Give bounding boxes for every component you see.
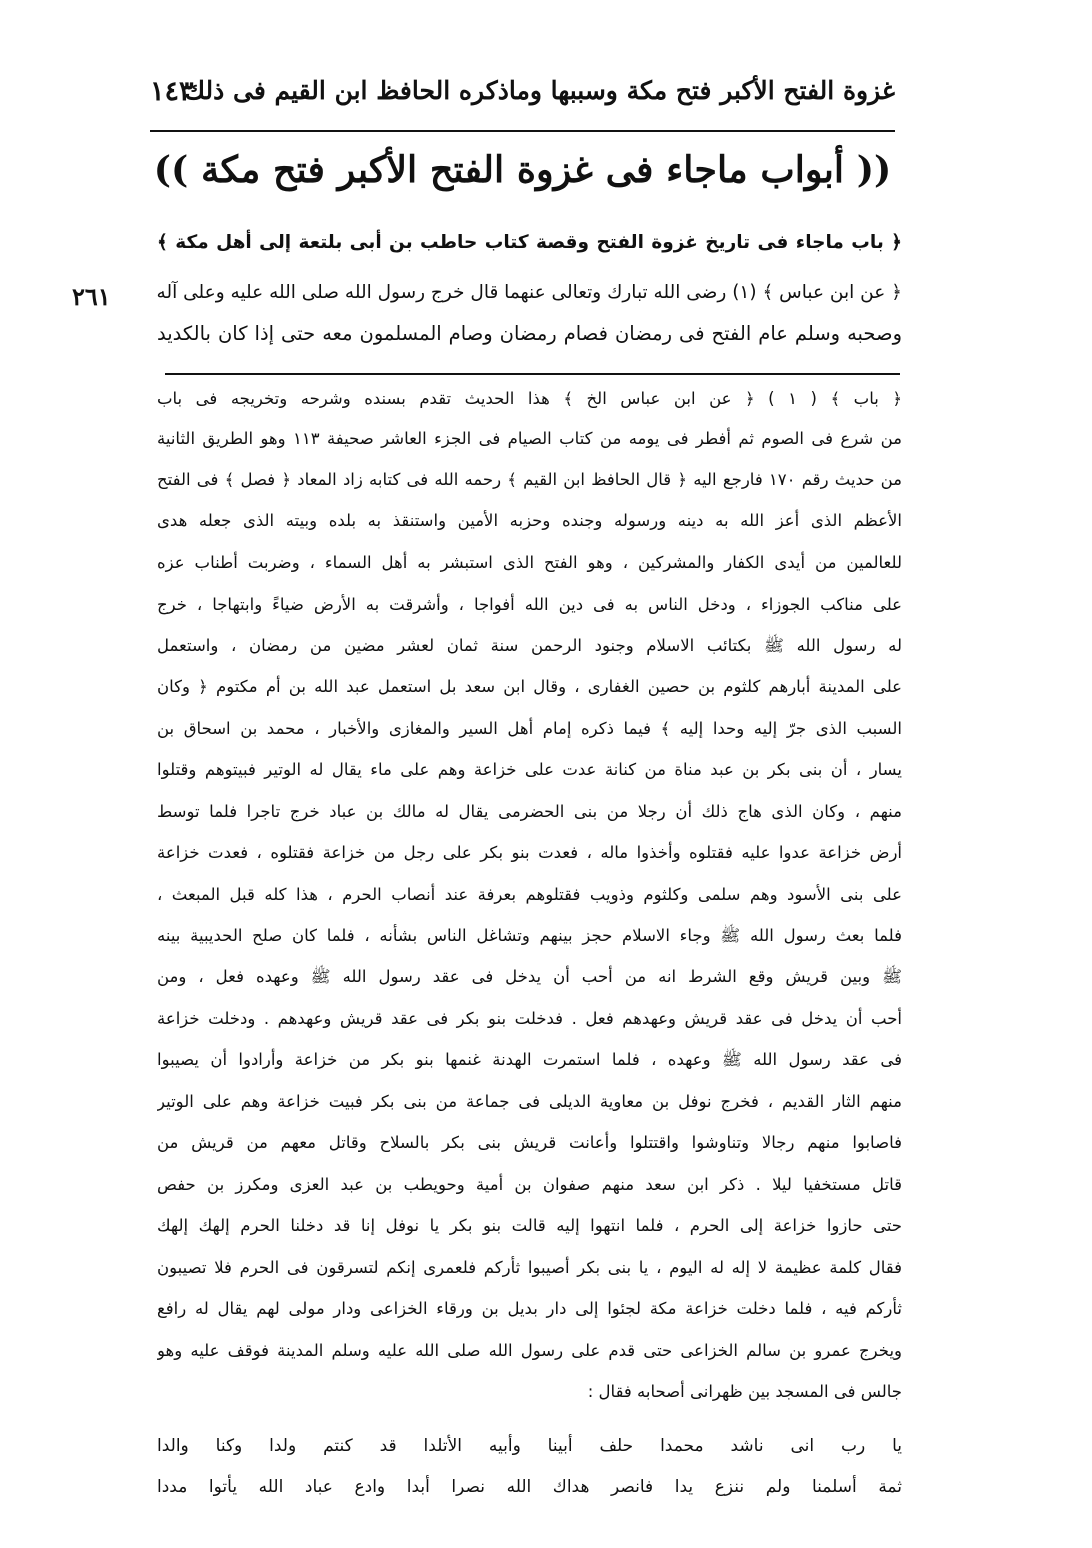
footnote-line: على مناكب الجوزاء ، ودخل الناس به فى دين الله أفواجا ، وأشرقت به الأرض ضياءً وابتهاجا ، خرج (157, 595, 902, 614)
footnote-line: من حديث رقم ١٧٠ فارجع اليه ﴿ قال الحافظ ابن القيم ﴾ رحمه الله فى كتابه زاد المعاد ﴿ فصل ﴾ فى الفتح (157, 470, 902, 489)
main-text-line: ﴿ عن ابن عباس ﴾ (١) رضى الله تبارك وتعالى عنهما قال خرج رسول الله صلى الله عليه وعلى آله (157, 282, 902, 303)
footnote-line: على بنى الأسود وهم سلمى وكلثوم وذويب فقتلوهم بعرفة عند أنصاب الحرم ، هذا كله قبل المبعث ، (157, 885, 902, 904)
footnote-line: ﴿ باب ﴾ ( ١ ) ﴿ عن ابن عباس الخ ﴾ هذا الحديث تقدم بسنده وشرحه وتخريجه فى باب (157, 389, 902, 408)
footnote-line: أرض خزاعة عدوا عليه فقتلوه وأخذوا ماله ، فعدت بنو بكر على رجل من خزاعة فقتلوه ، فعدت خزاعة (157, 843, 902, 862)
footnote-line: فلما بعث رسول الله ﷺ وجاء الاسلام حجز بينهم وتشاغل الناس بشأنه ، فلما كان صلح الحديبية بينه (157, 926, 902, 945)
bab-heading: ﴿ باب ماجاء فى تاريخ غزوة الفتح وقصة كتاب حاطب بن أبى بلتعة إلى أهل مكة ﴾ (157, 232, 902, 253)
footnote-line: جالس فى المسجد بين ظهرانى أصحابه فقال : (587, 1382, 902, 1401)
verse-line: يا رب انى ناشد محمدا حلف أبينا وأبيه الأتلدا قد كنتم ولدا وكنا والدا (157, 1436, 902, 1456)
footnote-line: ثأركم فيه ، فلما دخلت خزاعة مكة لجئوا إلى دار بديل بن ورقاء الخزاعى ودار مولى لهم يقال له رافع (157, 1299, 902, 1318)
footnote-line: فاصابوا منهم رجالا وتناوشوا واقتتلوا وأعانت قريش بنى بكر بالسلاح وقاتل معهم من قريش من (157, 1133, 902, 1152)
footnote-line: منهم الثار القديم ، فخرج نوفل بن معاوية الديلى فى جماعة من بنى بكر فبيت خزاعة وهم على الوتير (157, 1092, 902, 1111)
footnote-line: منهم ، وكان الذى هاج ذلك أن رجلا من بنى الحضرمى يقال له مالك بن عباد خرج تاجرا فلما توسط (157, 802, 902, 821)
main-text-line: وصحبه وسلم عام الفتح فى رمضان فصام رمضان وصام المسلمون معه حتى إذا كان بالكديد (157, 322, 902, 345)
footnote-line: للعالمين من أيدى الكفار والمشركين ، وهو الفتح الذى استبشر به أهل السماء ، وضربت أطناب عزه (157, 553, 902, 572)
footnote-line: ﷺ وبين قريش وقع الشرط انه من أحب أن يدخل فى عقد رسول الله ﷺ وعهده فعل ، ومن (157, 967, 902, 986)
running-title: غزوة الفتح الأكبر فتح مكة وسببها وماذكره الحافظ ابن القيم فى ذلك (184, 76, 895, 105)
header-rule (150, 130, 895, 132)
footnote-line: على المدينة أبارهم كلثوم بن حصين الغفارى ، وقال ابن سعد بل استعمل عبد الله بن أم مكتوم ﴿ وكان (157, 677, 902, 696)
footnote-line: فى عقد رسول الله ﷺ وعهده ، فلما استمرت الهدنة غنمها بنو بكر من خزاعة وأرادوا أن يصيبوا (157, 1050, 902, 1069)
footnote-line: ويخرج عمرو بن سالم الخزاعى حتى قدم على رسول الله صلى الله عليه وسلم المدينة فوقف عليه وهو (157, 1341, 902, 1360)
footnote-line: من شرع فى الصوم ثم أفطر فى يومه من كتاب الصيام فى الجزء العاشر صحيفة ١١٣ وهو الطريق الثانية (157, 429, 902, 448)
footnote-rule (165, 373, 900, 375)
footnote-line: له رسول الله ﷺ بكتائب الاسلام وجنود الرحمن سنة ثمان لعشر مضين من رمضان ، واستعمل (157, 636, 902, 655)
hadith-number: ٢٦١ (72, 282, 111, 311)
footnote-line: أحب أن يدخل فى عقد قريش وعهدهم فعل . فدخلت بنو بكر فى عقد قريش وعهدهم . ودخلت خزاعة (157, 1009, 902, 1028)
footnote-line: حتى حازوا خزاعة إلى الحرم ، فلما انتهوا إليه قالت بنو بكر يا نوفل إنا قد دخلنا الحرم إلهك إلهك (157, 1216, 902, 1235)
footnote-line: يسار ، أن بنى بكر بن عبد مناة من كنانة عدت على خزاعة وهم على ماء يقال له الوتير فبيتوهم وقتلوا (157, 760, 902, 779)
footnote-line: فقال كلمة عظيمة لا إله له اليوم ، يا بنى بكر أصيبوا ثأركم فلعمرى إنكم لتسرقون فى الحرم فلا تصيبون (157, 1258, 902, 1277)
footnote-line: قاتل مستخفيا ليلا . ذكر ابن سعد منهم صفوان بن أمية وحويطب بن عبد العزى ومكرز بن حفص (157, 1175, 902, 1194)
footnote-line: السبب الذى جرّ إليه وحدا إليه ﴾ فيما ذكره إمام أهل السير والمغازى والأخبار ، محمد بن اسحاق بن (157, 719, 902, 738)
chapter-title: (( أبواب ماجاء فى غزوة الفتح الأكبر فتح مكة )) (153, 148, 892, 191)
page-number: ١٤٣ (150, 76, 194, 107)
running-head (150, 76, 895, 126)
verse-line: ثمة أسلمنا ولم ننزع يدا فانصر هداك الله نصرا أبدا وادع عباد الله يأتوا مددا (157, 1477, 902, 1497)
footnote-line: الأعظم الذى أعز الله به دينه ورسوله وجنده وحزبه الأمين واستنقذ به بلده وبيته الذى جعله هدى (157, 511, 902, 530)
